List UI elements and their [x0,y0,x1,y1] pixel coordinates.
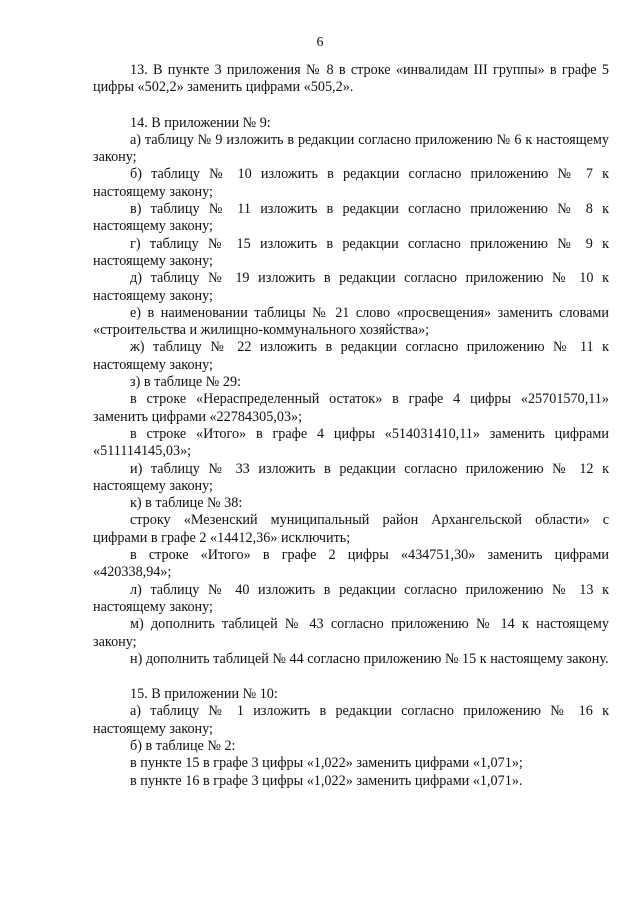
paragraph-15-heading: 15. В приложении № 10: [130,686,278,703]
item-14-b: б) таблицу № 10 изложить в редакции согласно приложению № 7 к настоящему закону; [93,166,609,200]
item-14-k-line-2: в строке «Итого» в графе 2 цифры «434751,30» заменить цифрами «420338,94»; [93,547,609,581]
paragraph-14-heading: 14. В приложении № 9: [130,114,271,131]
item-14-a: а) таблицу № 9 изложить в редакции согласно приложению № 6 к настоящему закону; [93,131,609,166]
document-body [93,62,609,790]
item-14-l: л) таблицу № 40 изложить в редакции согласно приложению № 13 к настоящему закону; [93,581,609,615]
item-14-e: е) в наименовании таблицы № 21 слово «просвещения» заменить словами «строительства и жилищно-коммунального хозяйства»; [93,304,609,339]
item-15-b-line-2: в пункте 16 в графе 3 цифры «1,022» заменить цифрами «1,071». [130,772,523,789]
item-14-n: н) дополнить таблицей № 44 согласно приложению № 15 к настоящему закону. [130,650,609,667]
item-14-z-line-1: в строке «Нераспределенный остаток» в графе 4 цифры «25701570,11» заменить цифрами «22784305,03»; [93,391,609,425]
item-14-k: к) в таблице № 38: [130,495,243,512]
item-14-k-line-1: строку «Мезенский муниципальный район Архангельской области» с цифрами в графе 2 «14412,36» исключить; [93,512,609,546]
item-14-z: з) в таблице № 29: [130,374,241,391]
item-14-m: м) дополнить таблицей № 43 согласно приложению № 14 к настоящему закону; [93,616,609,650]
item-15-b-line-1: в пункте 15 в графе 3 цифры «1,022» заменить цифрами «1,071»; [130,755,523,772]
item-14-zh: ж) таблицу № 22 изложить в редакции согласно приложению № 11 к настоящему закону; [93,339,609,373]
item-15-a: а) таблицу № 1 изложить в редакции согласно приложению № 16 к настоящему закону; [93,703,609,737]
item-14-z-line-2: в строке «Итого» в графе 4 цифры «514031410,11» заменить цифрами «511114145,03»; [93,425,609,460]
paragraph-gap [93,97,609,115]
page-number: 6 [316,35,324,50]
paragraph-gap [93,668,609,686]
item-14-d: д) таблицу № 19 изложить в редакции согласно приложению № 10 к настоящему закону; [93,270,609,304]
item-15-b: б) в таблице № 2: [130,737,236,754]
paragraph-13: 13. В пункте 3 приложения № 8 в строке «инвалидам III группы» в графе 5 цифры «502,2» заменить цифрами «505,2». [93,62,609,96]
item-14-g: г) таблицу № 15 изложить в редакции согласно приложению № 9 к настоящему закону; [93,235,609,269]
item-14-v: в) таблицу № 11 изложить в редакции согласно приложению № 8 к настоящему закону; [93,201,609,235]
item-14-i: и) таблицу № 33 изложить в редакции согласно приложению № 12 к настоящему закону; [93,460,609,494]
